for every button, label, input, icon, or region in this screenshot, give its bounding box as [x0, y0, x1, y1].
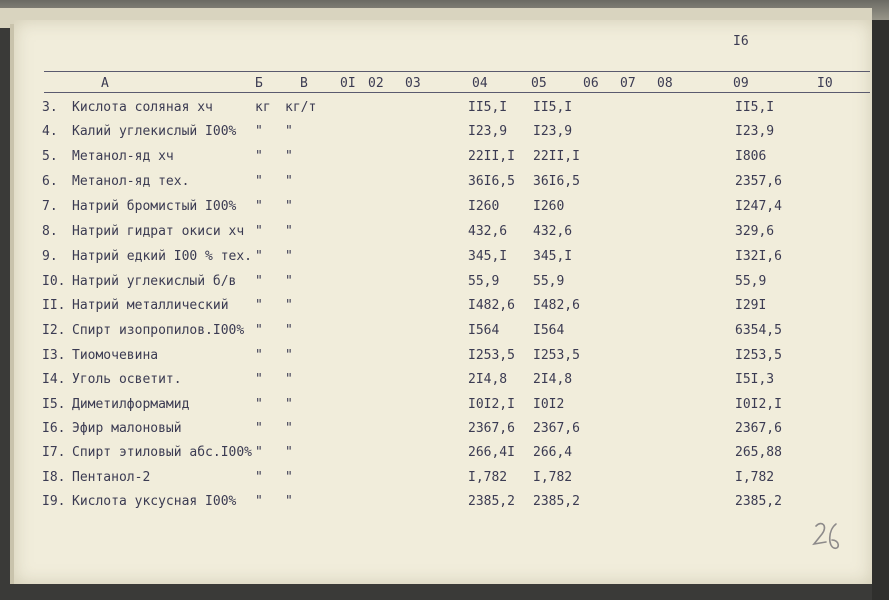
- value-09: 6354,5: [735, 323, 782, 338]
- value-05: I253,5: [533, 348, 580, 363]
- item-name: Спирт изопропилов.I00%: [72, 323, 245, 338]
- row-number: I8.: [42, 470, 66, 485]
- item-name: Натрий углекислый б/в: [72, 274, 237, 289]
- value-09: I,782: [735, 470, 775, 485]
- item-name: Уголь осветит.: [72, 372, 182, 387]
- header-col-08: 08: [657, 76, 673, 91]
- value-05: I,782: [533, 470, 573, 485]
- row-number: I6.: [42, 421, 66, 436]
- unit-b: ": [255, 445, 263, 460]
- row-number: II.: [42, 298, 66, 313]
- header-col-07: 07: [620, 76, 636, 91]
- value-04: I23,9: [468, 124, 508, 139]
- unit-b: ": [255, 149, 263, 164]
- unit-b: ": [255, 323, 263, 338]
- item-name: Пентанол-2: [72, 470, 151, 485]
- unit-b: ": [255, 372, 263, 387]
- header-col-b: Б: [255, 76, 263, 91]
- value-04: 266,4I: [468, 445, 515, 460]
- value-05: 345,I: [533, 249, 573, 264]
- value-04: 2367,6: [468, 421, 515, 436]
- value-09: I253,5: [735, 348, 782, 363]
- row-number: I7.: [42, 445, 66, 460]
- value-04: II5,I: [468, 100, 508, 115]
- unit-b: ": [255, 348, 263, 363]
- value-09: 265,88: [735, 445, 782, 460]
- value-04: 2385,2: [468, 494, 515, 509]
- unit-v: ": [285, 124, 293, 139]
- unit-v: ": [285, 323, 293, 338]
- unit-v: ": [285, 298, 293, 313]
- value-09: II5,I: [735, 100, 775, 115]
- row-number: I3.: [42, 348, 66, 363]
- item-name: Метанол-яд хч: [72, 149, 174, 164]
- value-05: I260: [533, 199, 565, 214]
- value-05: I564: [533, 323, 565, 338]
- header-top-rule: [44, 71, 870, 72]
- value-04: 2I4,8: [468, 372, 508, 387]
- header-col-06: 06: [583, 76, 599, 91]
- item-name: Спирт этиловый абс.I00%: [72, 445, 253, 460]
- value-04: I482,6: [468, 298, 515, 313]
- row-number: I2.: [42, 323, 66, 338]
- item-name: Эфир малоновый: [72, 421, 182, 436]
- row-number: 3.: [42, 100, 58, 115]
- header-col-09: 09: [733, 76, 749, 91]
- unit-v: ": [285, 224, 293, 239]
- header-col-04: 04: [472, 76, 488, 91]
- value-05: 266,4: [533, 445, 573, 460]
- unit-v: кг/т: [285, 100, 317, 115]
- unit-v: ": [285, 149, 293, 164]
- row-number: 8.: [42, 224, 58, 239]
- header-col-v: В: [300, 76, 308, 91]
- value-05: 2385,2: [533, 494, 580, 509]
- header-col-10: I0: [817, 76, 833, 91]
- value-09: I806: [735, 149, 767, 164]
- value-09: I23,9: [735, 124, 775, 139]
- header-col-02: 02: [368, 76, 384, 91]
- unit-b: ": [255, 174, 263, 189]
- header-bottom-rule: [44, 92, 870, 93]
- value-04: I,782: [468, 470, 508, 485]
- value-09: I0I2,I: [735, 397, 782, 412]
- item-name: Натрий бромистый I00%: [72, 199, 237, 214]
- item-name: Натрий металлический: [72, 298, 229, 313]
- value-05: 2I4,8: [533, 372, 573, 387]
- value-05: 432,6: [533, 224, 573, 239]
- row-number: 4.: [42, 124, 58, 139]
- unit-b: ": [255, 124, 263, 139]
- unit-v: ": [285, 421, 293, 436]
- unit-b: ": [255, 421, 263, 436]
- unit-b: ": [255, 397, 263, 412]
- header-col-03: 03: [405, 76, 421, 91]
- value-09: I5I,3: [735, 372, 775, 387]
- unit-b: ": [255, 224, 263, 239]
- value-09: 329,6: [735, 224, 775, 239]
- unit-v: ": [285, 445, 293, 460]
- unit-b: ": [255, 298, 263, 313]
- value-05: 2367,6: [533, 421, 580, 436]
- value-04: I260: [468, 199, 500, 214]
- item-name: Диметилформамид: [72, 397, 190, 412]
- unit-v: ": [285, 372, 293, 387]
- item-name: Кислота уксусная I00%: [72, 494, 237, 509]
- unit-b: ": [255, 249, 263, 264]
- row-number: I0.: [42, 274, 66, 289]
- row-number: 7.: [42, 199, 58, 214]
- item-name: Натрий едкий I00 % тех.: [72, 249, 253, 264]
- value-09: 2357,6: [735, 174, 782, 189]
- value-05: I482,6: [533, 298, 580, 313]
- value-05: 55,9: [533, 274, 565, 289]
- page-number: I6: [733, 34, 749, 49]
- item-name: Кислота соляная хч: [72, 100, 213, 115]
- value-04: 55,9: [468, 274, 500, 289]
- value-04: I253,5: [468, 348, 515, 363]
- item-name: Тиомочевина: [72, 348, 159, 363]
- value-04: I564: [468, 323, 500, 338]
- row-number: I5.: [42, 397, 66, 412]
- value-05: I0I2: [533, 397, 565, 412]
- unit-b: ": [255, 199, 263, 214]
- unit-b: кг: [255, 100, 271, 115]
- unit-v: ": [285, 397, 293, 412]
- value-09: 2367,6: [735, 421, 782, 436]
- value-04: 22II,I: [468, 149, 515, 164]
- value-05: I23,9: [533, 124, 573, 139]
- value-04: 432,6: [468, 224, 508, 239]
- unit-v: ": [285, 494, 293, 509]
- unit-v: ": [285, 174, 293, 189]
- unit-v: ": [285, 274, 293, 289]
- value-09: 2385,2: [735, 494, 782, 509]
- row-number: 6.: [42, 174, 58, 189]
- value-09: I247,4: [735, 199, 782, 214]
- row-number: I4.: [42, 372, 66, 387]
- value-09: 55,9: [735, 274, 767, 289]
- header-col-a: А: [101, 76, 109, 91]
- value-04: 36I6,5: [468, 174, 515, 189]
- unit-v: ": [285, 470, 293, 485]
- header-col-05: 05: [531, 76, 547, 91]
- unit-b: ": [255, 274, 263, 289]
- value-05: 36I6,5: [533, 174, 580, 189]
- unit-v: ": [285, 348, 293, 363]
- unit-v: ": [285, 249, 293, 264]
- value-09: I29I: [735, 298, 767, 313]
- value-04: 345,I: [468, 249, 508, 264]
- row-number: 9.: [42, 249, 58, 264]
- row-number: I9.: [42, 494, 66, 509]
- value-04: I0I2,I: [468, 397, 515, 412]
- pencil-mark: [808, 520, 844, 560]
- value-05: II5,I: [533, 100, 573, 115]
- row-number: 5.: [42, 149, 58, 164]
- unit-b: ": [255, 494, 263, 509]
- page-right-shadow: [872, 20, 889, 600]
- value-09: I32I,6: [735, 249, 782, 264]
- value-05: 22II,I: [533, 149, 580, 164]
- item-name: Натрий гидрат окиси хч: [72, 224, 245, 239]
- item-name: Калий углекислый I00%: [72, 124, 237, 139]
- item-name: Метанол-яд тех.: [72, 174, 190, 189]
- unit-v: ": [285, 199, 293, 214]
- unit-b: ": [255, 470, 263, 485]
- header-col-01: 0I: [340, 76, 356, 91]
